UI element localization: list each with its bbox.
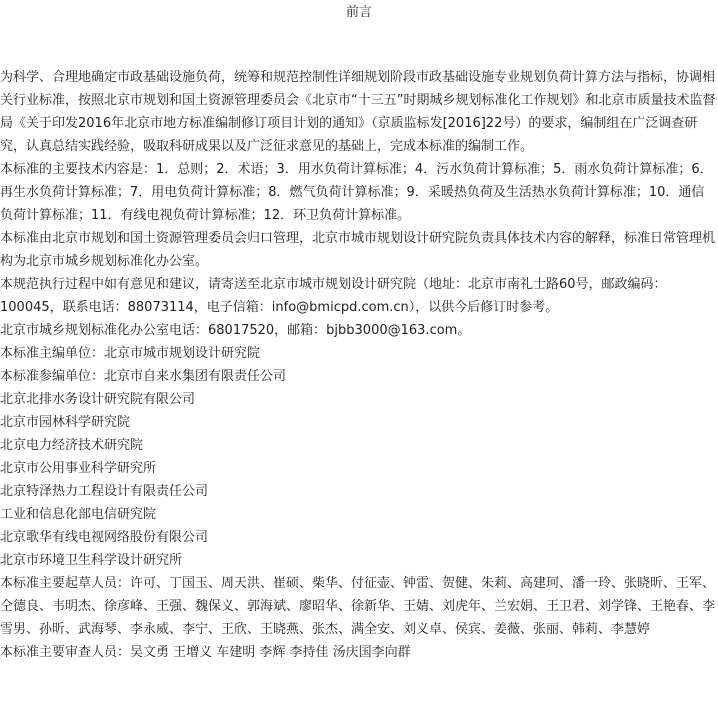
paragraph-reviewers: 本标准主要审查人员：吴文勇 王增义 车建明 李辉 李持佳 汤庆国李向群: [0, 645, 411, 660]
page-title: 前言: [345, 5, 372, 20]
list-item-unit: 北京市环境卫生科学设计研究所: [0, 553, 183, 568]
list-item-unit: 北京电力经济技术研究院: [0, 438, 144, 453]
list-item-unit: 工业和信息化部电信研究院: [0, 507, 157, 522]
paragraph-participating-unit: 本标准参编单位：北京市自来水集团有限责任公司: [0, 369, 287, 384]
paragraph-purpose: 为科学、合理地确定市政基础设施负荷，统筹和规范控制性详细规划阶段市政基础设施专业规划负荷计算方法与指标，协调相关行业标准，按照北京市规划和国土资源管理委员会《北京市“十三五”时期城乡规划标准化工作规划》和北京市质量技术监督局《关于印发2016年北京市地方标准编制修订项目计划的通知》（京质监标发[2016]22号）的要求，编制组在广泛调查研究，认真总结实践经验，吸取科研成果以及广泛征求意见的基础上，完成本标准的编制工作。: [0, 70, 716, 154]
paragraph-office-contact: 北京市城乡规划标准化办公室电话：68017520，邮箱：bjbb3000@163.com。: [0, 323, 471, 338]
paragraph-technical-contents: 本标准的主要技术内容是：1．总则；2．术语；3．用水负荷计算标准；4．污水负荷计算标准；5．雨水负荷计算标准；6．再生水负荷计算标准；7．用电负荷计算标准；8．燃气负荷计算标准；9．采暖热负荷及生活热水负荷计算标准；10．通信负荷计算标准；11．有线电视负荷计算标准；12．环卫负荷计算标准。: [0, 162, 713, 223]
list-item-unit: 北京市园林科学研究院: [0, 415, 131, 430]
paragraph-drafters: 本标准主要起草人员：许可、丁国玉、周天洪、崔硕、柴华、付征壶、钟雷、贺健、朱莉、高建珂、潘一玲、张晓昕、王军、仝德良、韦明杰、徐彦峰、王强、魏保义、郭海斌、廖昭华、徐新华、王婧、刘虎年、兰宏娟、王卫君、刘学锋、王艳春、李雪男、孙昕、武海琴、李永威、李宁、王欣、王晓燕、张杰、满全安、刘义卓、侯宾、姜薇、张丽、韩莉、李慧婷: [0, 576, 716, 637]
list-item-unit: 北京歌华有线电视网络股份有限公司: [0, 530, 209, 545]
list-item-unit: 北京北排水务设计研究院有限公司: [0, 392, 196, 407]
document-body: [0, 66, 716, 664]
list-item-unit: 北京特泽热力工程设计有限责任公司: [0, 484, 209, 499]
paragraph-feedback-contact: 本规范执行过程中如有意见和建议，请寄送至北京市城市规划设计研究院（地址：北京市南礼士路60号，邮政编码：100045，联系电话：88073114，电子信箱：info@bmicpd.com.cn），以供今后修订时参考。: [0, 277, 667, 315]
paragraph-chief-editor-unit: 本标准主编单位：北京市城市规划设计研究院: [0, 346, 261, 361]
list-item-unit: 北京市公用事业科学研究所: [0, 461, 157, 476]
paragraph-management: 本标准由北京市规划和国土资源管理委员会归口管理，北京市城市规划设计研究院负责具体技术内容的解释，标准日常管理机构为北京市城乡规划标准化办公室。: [0, 231, 716, 269]
